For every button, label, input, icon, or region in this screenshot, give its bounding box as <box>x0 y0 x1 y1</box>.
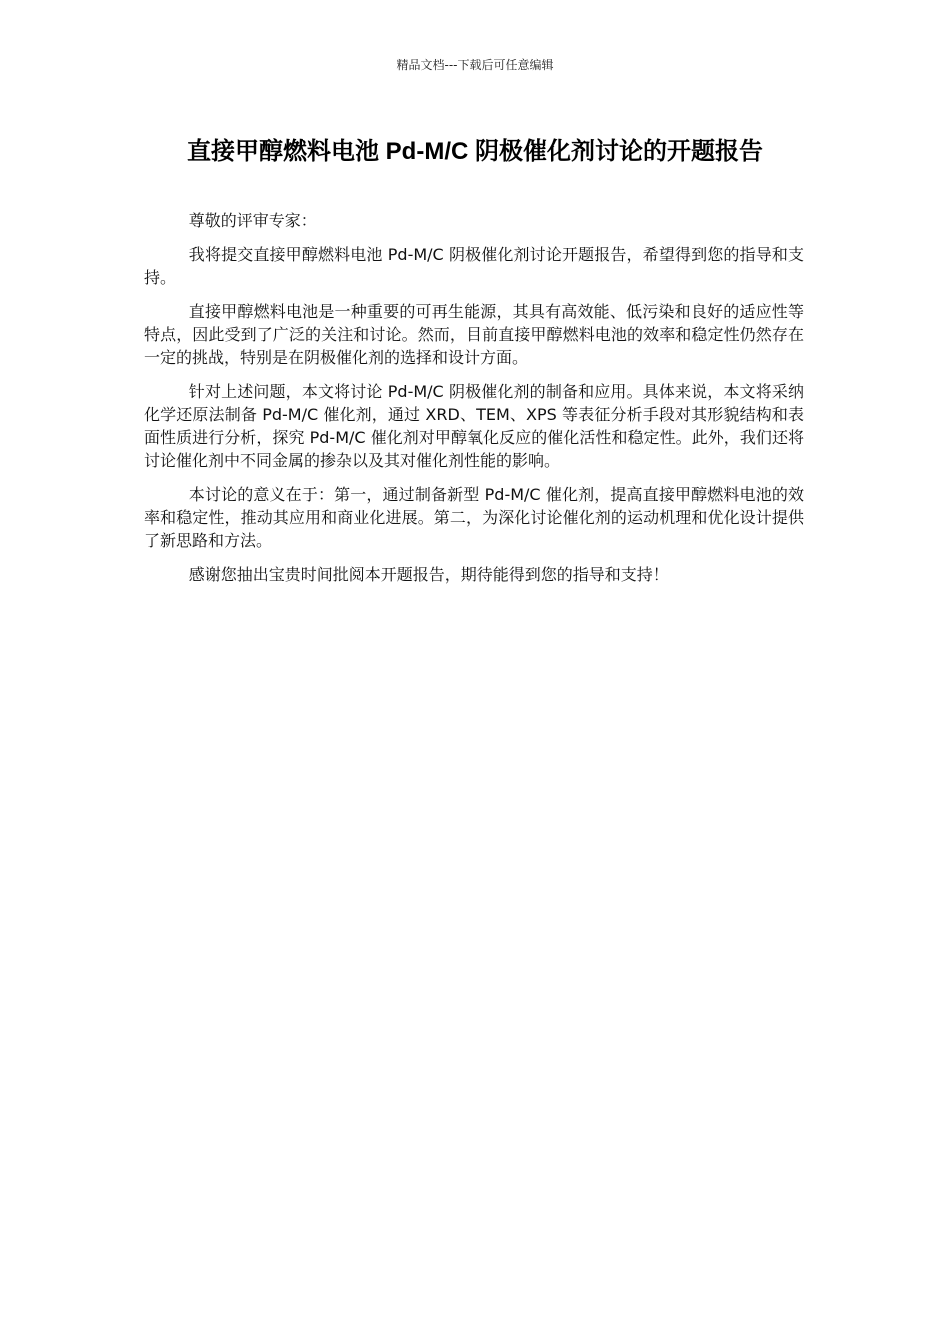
document-title: 直接甲醇燃料电池 Pd-M/C 阴极催化剂讨论的开题报告 <box>187 138 763 165</box>
closing-paragraph: 感谢您抽出宝贵时间批阅本开题报告，期待能得到您的指导和支持！ <box>188 565 669 584</box>
method-paragraph: 针对上述问题，本文将讨论 Pd-M/C 阴极催化剂的制备和应用。具体来说，本文将采纳化学还原法制备 Pd-M/C 催化剂，通过 XRD、TEM、XPS 等表征分析手段对其形貌结构和表面性质进行分析，探究 Pd-M/C 催化剂对甲醇氧化反应的催化活性和稳定性。此外，我们还将讨论催化剂中不同金属的掺杂以及其对催化剂性能的影响。 <box>144 382 804 470</box>
salutation-paragraph: 尊敬的评审专家： <box>188 211 317 230</box>
background-paragraph: 直接甲醇燃料电池是一种重要的可再生能源，其具有高效能、低污染和良好的适应性等特点，因此受到了广泛的关注和讨论。然而，目前直接甲醇燃料电池的效率和稳定性仍然存在一定的挑战，特别是在阴极催化剂的选择和设计方面。 <box>144 302 804 367</box>
intro-paragraph: 我将提交直接甲醇燃料电池 Pd-M/C 阴极催化剂讨论开题报告，希望得到您的指导和支持。 <box>144 245 804 287</box>
document-body <box>144 209 804 597</box>
significance-paragraph: 本讨论的意义在于：第一，通过制备新型 Pd-M/C 催化剂，提高直接甲醇燃料电池的效率和稳定性，推动其应用和商业化进展。第二，为深化讨论催化剂的运动机理和优化设计提供了新思路和方法。 <box>144 485 804 550</box>
header-note: 精品文档---下载后可任意编辑 <box>396 58 554 72</box>
